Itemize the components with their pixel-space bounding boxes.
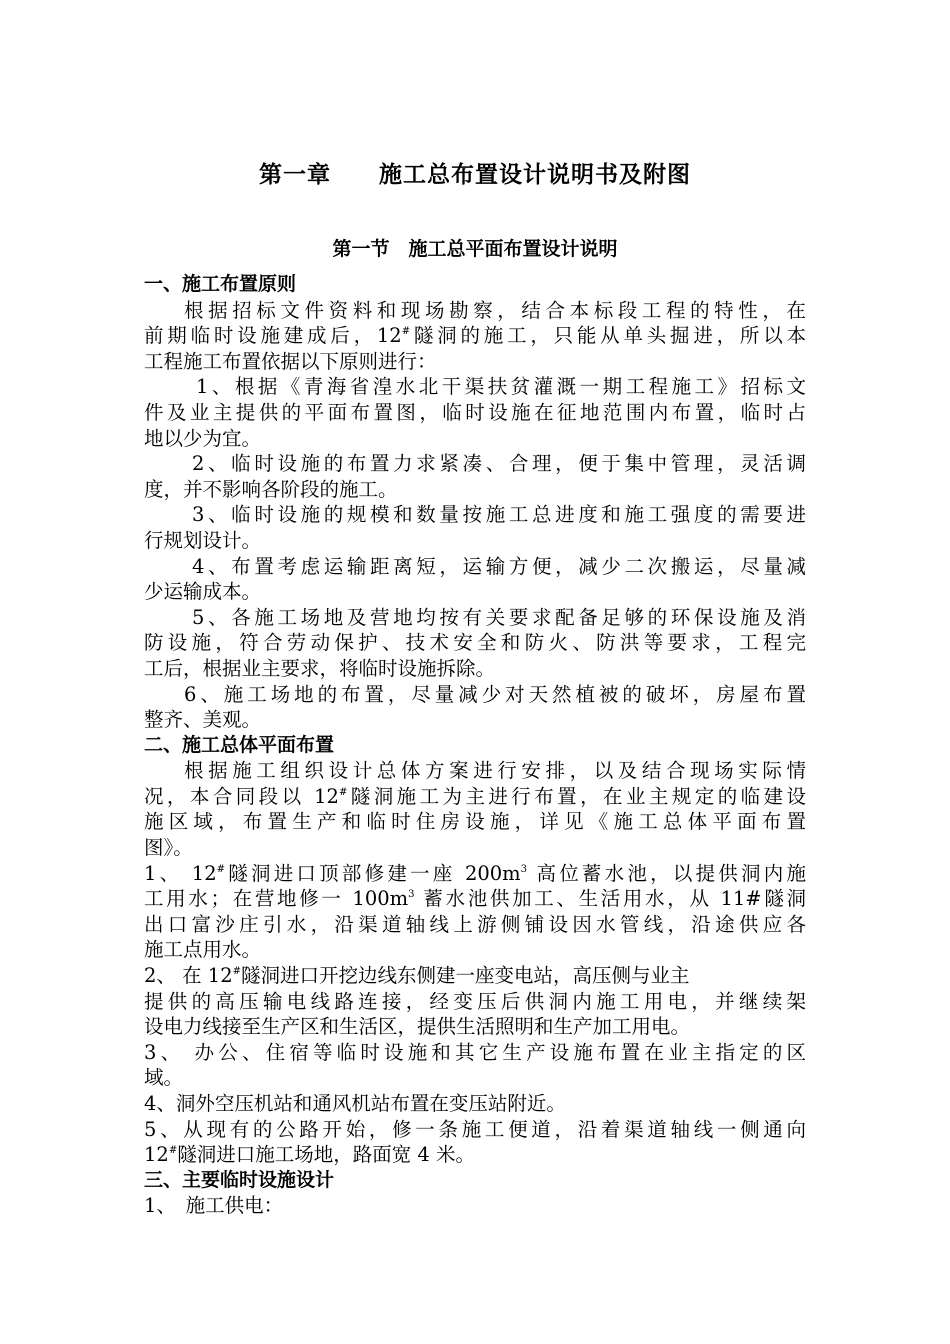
- paragraph-line: 图》。: [144, 836, 193, 860]
- layout-item-2: 2、 在 12#隧洞进口开挖边线东侧建一座变电站，高压侧与业主: [144, 964, 690, 988]
- paragraph-line: 工程施工布置依据以下原则进行：: [144, 349, 437, 373]
- principle-item-6: 6、施工场地的布置，尽量减少对天然植被的破坏，房屋布置: [184, 682, 806, 706]
- principle-item-3: 3、临时设施的规模和数量按施工总进度和施工强度的需要进: [192, 503, 806, 527]
- paragraph-line: 件及业主提供的平面布置图，临时设施在征地范围内布置，临时占: [144, 400, 806, 424]
- paragraph-line: 整齐、美观。: [144, 708, 262, 732]
- heading-layout-principles: 一、施工布置原则: [144, 273, 297, 295]
- paragraph-line: 工用水；在营地修一 $100m^3$ 蓄水池供加工、生活用水，从 11#隧洞: [144, 887, 806, 911]
- paragraph-line: 少运输成本。: [144, 580, 262, 604]
- paragraph-line: 防设施，符合劳动保护、技术安全和防火、防洪等要求，工程完: [144, 631, 806, 655]
- paragraph-line: 12#隧洞进口施工场地，路面宽 4 米。: [144, 1143, 476, 1167]
- paragraph-line: 根据招标文件资料和现场勘察，结合本标段工程的特性，在: [184, 298, 806, 322]
- paragraph-line: 前期临时设施建成后，12#隧洞的施工，只能从单头掘进，所以本: [144, 324, 806, 348]
- body-text: [144, 272, 806, 1219]
- paragraph-line: 域。: [144, 1066, 184, 1090]
- paragraph-line: 提供的高压输电线路连接，经变压后供洞内施工用电，并继续架: [144, 989, 806, 1013]
- facility-item-1: 1、 施工供电：: [144, 1194, 284, 1218]
- paragraph-line: 出口富沙庄引水，沿渠道轴线上游侧铺设因水管线，沿途供应各: [144, 912, 806, 936]
- section-title: 第一节 施工总平面布置设计说明: [332, 238, 618, 260]
- paragraph-line: 根据施工组织设计总体方案进行安排，以及结合现场实际情: [184, 759, 806, 783]
- paragraph-line: 地以少为宜。: [144, 426, 262, 450]
- layout-item-4: 4、洞外空压机站和通风机站布置在变压站附近。: [144, 1092, 566, 1115]
- paragraph-line: 施区域，布置生产和临时住房设施，详见《施工总体平面布置: [144, 810, 806, 834]
- layout-item-1: 1、 12#隧洞进口顶部修建一座 $200m^3$ 高位蓄水池，以提供洞内施: [144, 861, 806, 885]
- principle-item-4: 4、布置考虑运输距离短，运输方便，减少二次搬运，尽量减: [192, 554, 806, 578]
- layout-item-5: 5、从现有的公路开始，修一条施工便道，沿着渠道轴线一侧通向: [144, 1117, 806, 1141]
- paragraph-line: 设电力线接至生产区和生活区，提供生活照明和生产加工用电。: [144, 1015, 691, 1039]
- principle-item-5: 5、各施工场地及营地均按有关要求配备足够的环保设施及消: [192, 605, 806, 629]
- paragraph-line: 工后，根据业主要求，将临时设施拆除。: [144, 656, 496, 680]
- chapter-title: 第一章 施工总布置设计说明书及附图: [259, 162, 691, 188]
- paragraph-line: 况，本合同段以 12#隧洞施工为主进行布置，在业主规定的临建设: [144, 784, 806, 808]
- layout-item-3: 3、 办公、住宿等临时设施和其它生产设施布置在业主指定的区: [144, 1040, 806, 1064]
- heading-temporary-facilities: 三、主要临时设施设计: [144, 1168, 335, 1191]
- principle-item-2: 2、临时设施的布置力求紧凑、合理，便于集中管理，灵活调: [192, 452, 806, 476]
- paragraph-line: 行规划设计。: [144, 528, 262, 552]
- heading-overall-layout: 二、施工总体平面布置: [144, 733, 335, 756]
- principle-item-1: 1、根据《青海省湟水北干渠扶贫灌溉一期工程施工》招标文: [196, 375, 806, 399]
- paragraph-line: 施工点用水。: [144, 938, 262, 962]
- paragraph-line: 度，并不影响各阶段的施工。: [144, 477, 398, 501]
